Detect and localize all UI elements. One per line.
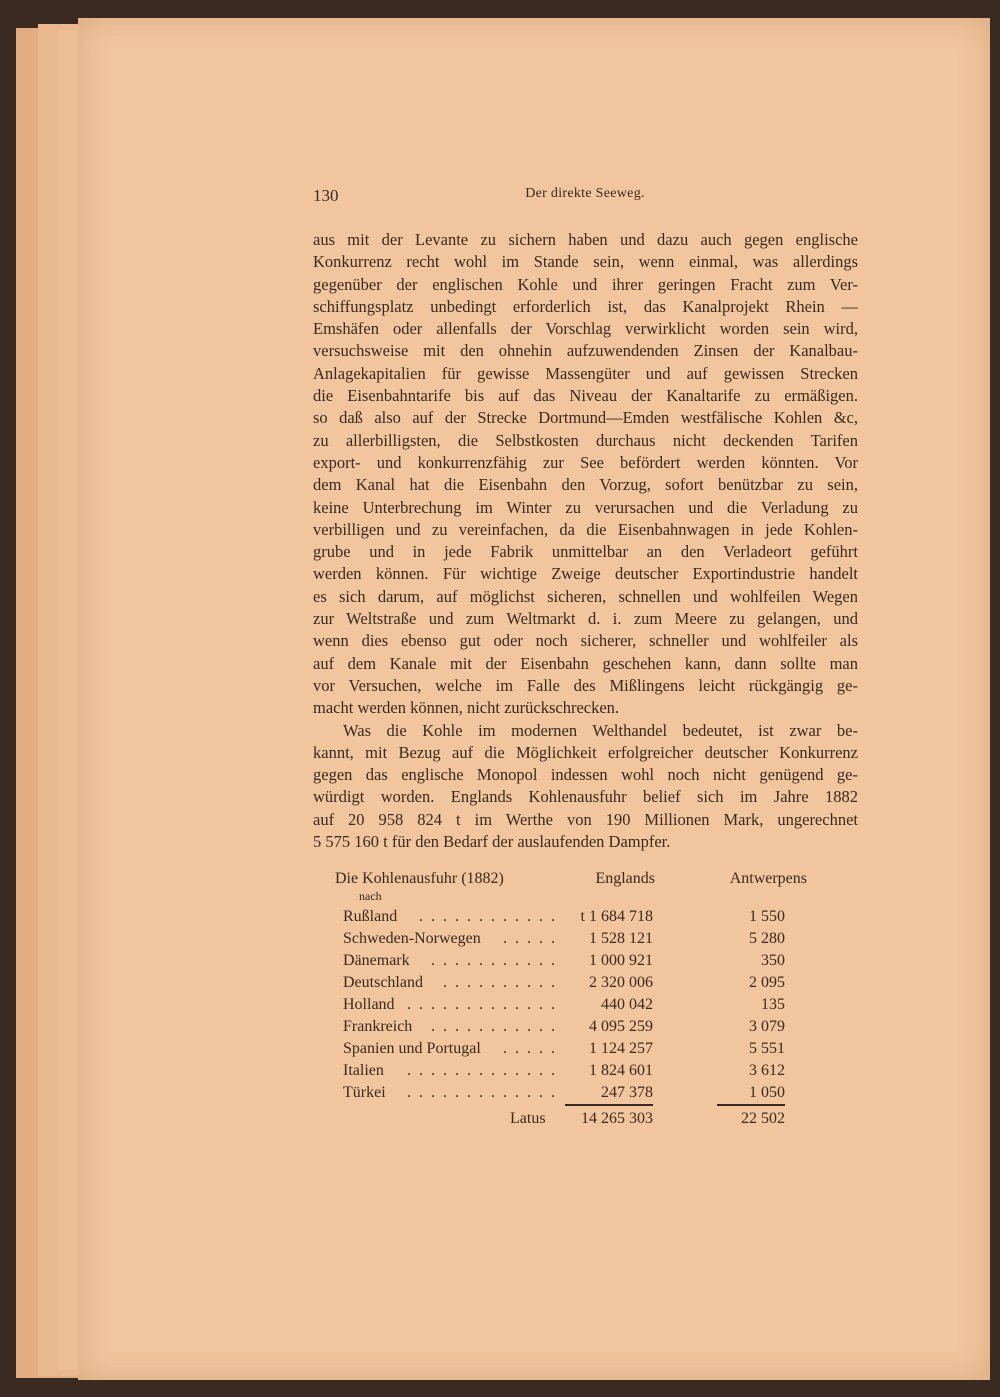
text-line: so daß also auf der Strecke Dortmund—Emden westfälische Kohlen &c, <box>313 408 858 428</box>
england-value: 1 000 921 <box>589 952 653 969</box>
column-header-england: Englands <box>595 870 655 887</box>
leader-dots: . . . . . . . . . . . . . <box>407 1062 557 1079</box>
leader-dots: . . . . . . . . . . . . <box>419 908 557 925</box>
table-header-label: Die Kohlenausfuhr (1882) <box>335 870 504 887</box>
text-line: auf 20 958 824 t im Werthe von 190 Millionen Mark, ungerechnet <box>313 809 858 829</box>
table-row <box>335 906 815 928</box>
text-line: die Eisenbahntarife bis auf das Niveau der Kanaltarife zu ermäßigen. <box>313 386 858 406</box>
table-total-row <box>335 1108 815 1130</box>
england-value: 1 824 601 <box>589 1062 653 1079</box>
antwerp-value: 1 050 <box>749 1084 785 1101</box>
row-label <box>343 1082 557 1104</box>
table-row <box>335 1016 815 1038</box>
antwerp-value: 3 079 <box>749 1018 785 1035</box>
total-antwerp: 22 502 <box>741 1110 785 1127</box>
england-value: 440 042 <box>601 996 653 1013</box>
total-england: 14 265 303 <box>581 1110 653 1127</box>
antwerp-value: 350 <box>761 952 785 969</box>
table-header <box>335 868 815 890</box>
text-line: keine Unterbrechung im Winter zu verursachen und die Verladung zu <box>313 497 858 517</box>
table-row <box>335 1060 815 1082</box>
row-label <box>343 994 557 1016</box>
running-title: Der direkte Seeweg. <box>525 186 645 201</box>
row-label <box>343 972 557 994</box>
text-line: gegen das englische Monopol indessen wohl noch nicht genügend ge- <box>313 765 858 785</box>
column-header-antwerp: Antwerpens <box>729 870 807 887</box>
country-name: Spanien und Portugal <box>343 1040 481 1057</box>
row-label <box>343 950 557 972</box>
text-line: versuchsweise mit den ohnehin aufzuwendenden Zinsen der Kanalbau- <box>313 341 858 361</box>
country-name: Türkei <box>343 1084 386 1101</box>
text-line: wenn dies ebenso gut oder noch sicherer, schneller und wohlfeiler als <box>313 631 858 651</box>
antwerp-value: 3 612 <box>749 1062 785 1079</box>
england-value: 1 124 257 <box>589 1040 653 1057</box>
england-value: t 1 684 718 <box>580 908 653 925</box>
table-header-sublabel: nach <box>359 889 382 903</box>
table-row <box>335 994 815 1016</box>
row-label <box>343 1016 557 1038</box>
country-name: Frankreich <box>343 1018 413 1035</box>
text-line: 5 575 160 t für den Bedarf der auslaufenden Dampfer. <box>313 832 671 852</box>
antwerp-value: 135 <box>761 996 785 1013</box>
table-row <box>335 972 815 994</box>
text-line: zur Weltstraße und zum Weltmarkt d. i. zum Meere zu gelangen, und <box>313 609 858 629</box>
table-subheader <box>335 890 815 906</box>
england-value: 2 320 006 <box>589 974 653 991</box>
text-line: kannt, mit Bezug auf die Möglichkeit erfolgreicher deutscher Konkurrenz <box>313 742 858 762</box>
text-line: werden können. Für wichtige Zweige deutscher Exportindustrie handelt <box>313 564 858 584</box>
antwerp-value: 5 551 <box>749 1040 785 1057</box>
text-line: Anlagekapitalien für gewisse Massengüter und auf gewissen Strecken <box>313 363 858 383</box>
england-value: 247 378 <box>601 1084 653 1101</box>
sum-rule-antwerp <box>717 1104 785 1106</box>
leader-dots: . . . . . <box>503 1040 557 1057</box>
text-line: macht werden können, nicht zurückschrecken. <box>313 698 620 718</box>
text-line: Was die Kohle im modernen Welthandel bedeutet, ist zwar be- <box>343 720 858 740</box>
leader-dots: . . . . . . . . . . . . . <box>407 996 557 1013</box>
text-line: auf dem Kanale mit der Eisenbahn geschehen kann, dann sollte man <box>313 653 858 673</box>
leader-dots: . . . . . . . . . . <box>443 974 557 991</box>
table-row <box>335 928 815 950</box>
leader-dots: . . . . . . . . . . . <box>431 952 557 969</box>
text-line: schiffungsplatz unbedingt erforderlich ist, das Kanalprojekt Rhein — <box>313 296 858 316</box>
table-row <box>335 1082 815 1104</box>
country-name: Rußland <box>343 908 398 925</box>
england-value: 4 095 259 <box>589 1018 653 1035</box>
sum-rule-england <box>565 1104 653 1106</box>
text-line: verbilligen und zu vereinfachen, da die Eisenbahnwagen in jede Kohlen- <box>313 519 858 539</box>
text-line: würdigt worden. Englands Kohlenausfuhr belief sich im Jahre 1882 <box>313 787 858 807</box>
antwerp-value: 1 550 <box>749 908 785 925</box>
text-line: dem Kanal hat die Eisenbahn den Vorzug, sofort benützbar zu sein, <box>313 475 858 495</box>
antwerp-value: 5 280 <box>749 930 785 947</box>
row-label <box>343 906 557 928</box>
row-label <box>343 928 557 950</box>
body-text <box>313 229 858 853</box>
coal-export-table <box>335 868 815 1130</box>
country-name: Deutschland <box>343 974 423 991</box>
row-label <box>343 1060 557 1082</box>
antwerp-value: 2 095 <box>749 974 785 991</box>
text-line: aus mit der Levante zu sichern haben und dazu auch gegen englische <box>313 230 858 249</box>
page-number: 130 <box>313 186 339 205</box>
total-label: Latus <box>510 1110 546 1127</box>
country-name: Dänemark <box>343 952 410 969</box>
text-line: zu allerbilligsten, die Selbstkosten durchaus nicht deckenden Tarifen <box>313 430 858 450</box>
leader-dots: . . . . . <box>503 930 557 947</box>
text-line: es sich darum, auf möglichst sicheren, schnellen und wohlfeilen Wegen <box>313 586 858 606</box>
country-name: Italien <box>343 1062 384 1079</box>
leader-dots: . . . . . . . . . . . <box>431 1018 557 1035</box>
table-row <box>335 950 815 972</box>
country-name: Holland <box>343 996 395 1013</box>
england-value: 1 528 121 <box>589 930 653 947</box>
text-line: Konkurrenz recht wohl im Stande sein, wenn einmal, was allerdings <box>313 252 858 272</box>
text-line: vor Versuchen, welche im Falle des Mißlingens leicht rückgängig ge- <box>313 675 858 695</box>
row-label <box>343 1038 557 1060</box>
table-row <box>335 1038 815 1060</box>
text-line: export- und konkurrenzfähig zur See befördert werden könnten. Vor <box>313 452 858 472</box>
text-line: gegenüber der englischen Kohle und ihrer geringen Fracht zum Ver- <box>313 274 858 294</box>
text-line: Emshäfen oder allenfalls der Vorschlag verwirklicht worden sein wird, <box>313 319 858 339</box>
leader-dots: . . . . . . . . . . . . . <box>407 1084 557 1101</box>
text-line: grube und in jede Fabrik unmittelbar an den Verladeort geführt <box>313 542 858 562</box>
country-name: Schweden-Norwegen <box>343 930 481 947</box>
